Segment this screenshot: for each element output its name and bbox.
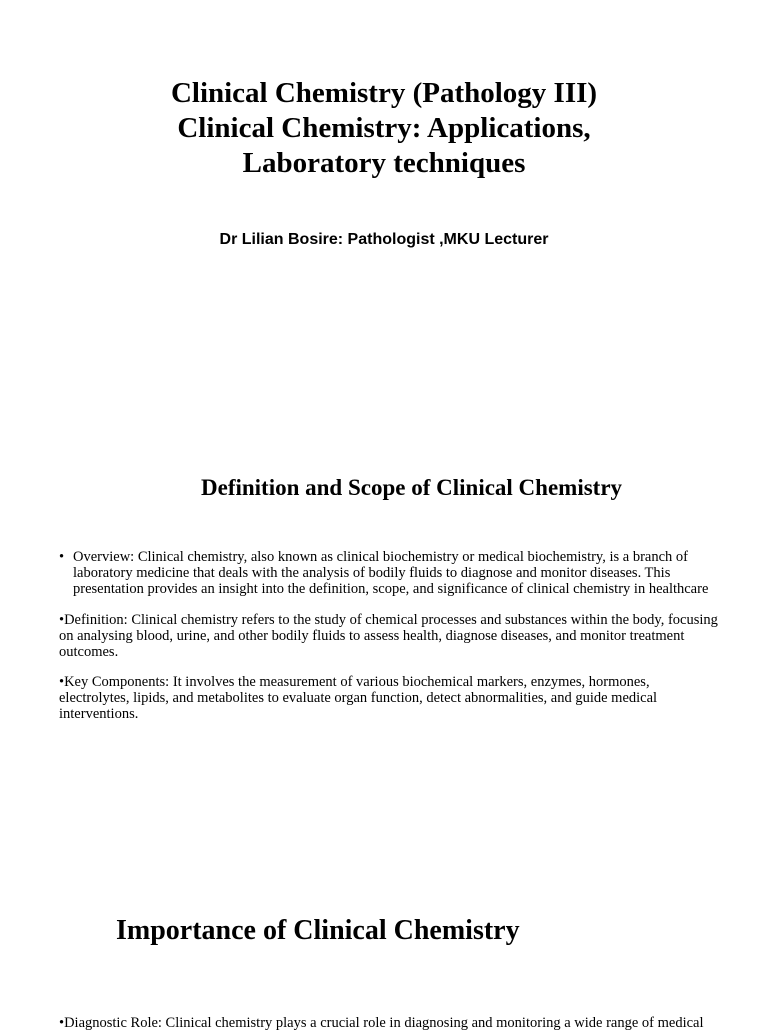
overview-text: Overview: Clinical chemistry, also known as clinical biochemistry or medical biochemistry, is a branch of laboratory medicine that deals with the analysis of bodily fluids to diagnose and monitor diseases. This presentation provides an insight into the definition, scope, and significance of clinical chemistry in healthcare (73, 549, 709, 597)
definition-section-heading: Definition and Scope of Clinical Chemistry (201, 475, 623, 500)
title-line-1: Clinical Chemistry (Pathology III) (170, 77, 598, 109)
author-line: Dr Lilian Bosire: Pathologist ,MKU Lecturer (219, 231, 549, 248)
definition-paragraph: •Definition: Clinical chemistry refers to the study of chemical processes and substances within the body, focusing on analysing blood, urine, and other bodily fluids to assess health, diagnose diseases, and monitor treatment outcomes. (59, 612, 718, 660)
document-title (0, 76, 768, 181)
importance-section-heading: Importance of Clinical Chemistry (116, 915, 520, 946)
diagnostic-role-paragraph: •Diagnostic Role: Clinical chemistry plays a crucial role in diagnosing and monitoring a wide range of medical (59, 1015, 704, 1031)
title-line-2: Clinical Chemistry: Applications, (177, 112, 591, 144)
key-components-paragraph: •Key Components: It involves the measurement of various biochemical markers, enzymes, hormones, electrolytes, lipids, and metabolites to evaluate organ function, detect abnormalities, and guide medical interventions. (59, 674, 658, 722)
overview-bullet-item (59, 549, 719, 597)
bullet-marker: • (59, 549, 65, 565)
title-line-3: Laboratory techniques (242, 147, 526, 179)
